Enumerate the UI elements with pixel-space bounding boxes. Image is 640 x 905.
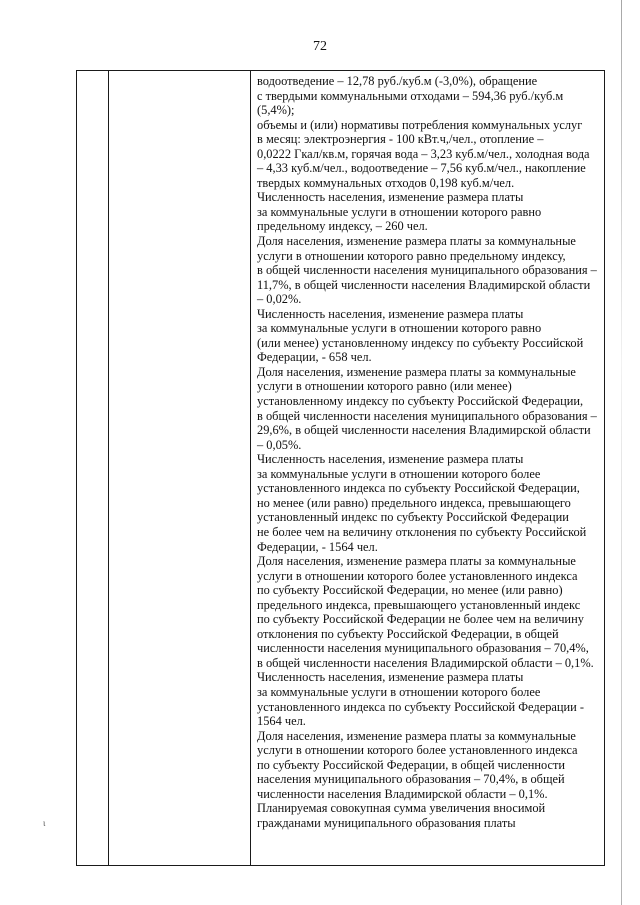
text-line: в месяц: электроэнергия - 100 кВт.ч,/чел., отопление – bbox=[257, 132, 544, 147]
text-line: отклонения по субъекту Российской Федерации, в общей bbox=[257, 626, 559, 641]
column-divider-2 bbox=[250, 71, 251, 865]
text-line: установленного индекса по субъекту Российской Федерации, bbox=[257, 481, 580, 496]
text-line: в общей численности населения муниципального образования – bbox=[257, 263, 597, 278]
text-line: Планируемая совокупная сумма увеличения вносимой bbox=[257, 801, 546, 816]
text-line: Доля населения, изменение размера платы за коммунальные bbox=[257, 728, 576, 743]
text-line: услуги в отношении которого равно (или менее) bbox=[257, 379, 512, 394]
text-line: по субъекту Российской Федерации, в общей численности bbox=[257, 757, 566, 772]
text-line: (5,4%); bbox=[257, 103, 295, 118]
text-line: за коммунальные услуги в отношении которого равно bbox=[257, 204, 542, 219]
text-line: Федерации, - 1564 чел. bbox=[257, 539, 378, 554]
text-line: Федерации, - 658 чел. bbox=[257, 350, 372, 365]
text-line: в общей численности населения муниципального образования – bbox=[257, 408, 597, 423]
text-line: по субъекту Российской Федерации, но менее (или равно) bbox=[257, 583, 563, 598]
text-line: твердых коммунальных отходов 0,198 куб.м/чел. bbox=[257, 175, 515, 190]
text-line: в общей численности населения Владимирской области – 0,1%. bbox=[257, 655, 594, 670]
text-line: – 0,05%. bbox=[257, 437, 302, 452]
text-line: Доля населения, изменение размера платы за коммунальные bbox=[257, 234, 576, 249]
text-line: – 0,02%. bbox=[257, 292, 302, 307]
text-line: (или менее) установленному индексу по субъекту Российской bbox=[257, 335, 584, 350]
document-table bbox=[76, 70, 605, 866]
text-line: предельному индексу, – 260 чел. bbox=[257, 219, 428, 234]
page-number: 72 bbox=[313, 39, 327, 54]
text-line: объемы и (или) нормативы потребления коммунальных услуг bbox=[257, 117, 583, 132]
text-line: численности населения муниципального образования – 70,4%, bbox=[257, 641, 589, 656]
text-line: Численность населения, изменение размера платы bbox=[257, 670, 524, 685]
text-line: Численность населения, изменение размера платы bbox=[257, 452, 524, 467]
text-line: Доля населения, изменение размера платы за коммунальные bbox=[257, 364, 576, 379]
text-line: предельного индекса, превышающего установленный индекс bbox=[257, 597, 581, 612]
text-line: установленному индексу по субъекту Российской Федерации, bbox=[257, 394, 584, 409]
text-line: Доля населения, изменение размера платы за коммунальные bbox=[257, 554, 576, 569]
text-line: не более чем на величину отклонения по субъекту Российской bbox=[257, 524, 587, 539]
text-line: 1564 чел. bbox=[257, 714, 306, 729]
text-line: 29,6%, в общей численности населения Владимирской области bbox=[257, 423, 591, 438]
text-line: за коммунальные услуги в отношении которого более bbox=[257, 684, 541, 699]
text-line: Численность населения, изменение размера платы bbox=[257, 306, 524, 321]
text-line: услуги в отношении которого более установленного индекса bbox=[257, 743, 578, 758]
text-line: за коммунальные услуги в отношении которого более bbox=[257, 466, 541, 481]
text-line: установленного индекса по субъекту Российской Федерации - bbox=[257, 699, 585, 714]
text-line: услуги в отношении которого более установленного индекса bbox=[257, 568, 578, 583]
text-line: по субъекту Российской Федерации не более чем на величину bbox=[257, 612, 584, 627]
text-line: 11,7%, в общей численности населения Владимирской области bbox=[257, 277, 591, 292]
text-line: услуги в отношении которого равно предельному индексу, bbox=[257, 248, 566, 263]
column-divider-1 bbox=[108, 71, 109, 865]
text-line: за коммунальные услуги в отношении которого равно bbox=[257, 321, 542, 336]
text-line: водоотведение – 12,78 руб./куб.м (-3,0%), обращение bbox=[257, 74, 538, 88]
table-text-cell bbox=[257, 74, 601, 830]
scan-edge-shadow bbox=[621, 0, 622, 905]
text-line: гражданами муниципального образования платы bbox=[257, 815, 516, 830]
scan-artifact-mark: ι bbox=[43, 818, 46, 828]
text-line: Численность населения, изменение размера платы bbox=[257, 190, 524, 205]
text-line: 0,0222 Гкал/кв.м, горячая вода – 3,23 куб.м/чел., холодная вода bbox=[257, 146, 590, 161]
text-line: населения муниципального образования – 70,4%, в общей bbox=[257, 772, 565, 787]
text-line: численности населения Владимирской области – 0,1%. bbox=[257, 786, 548, 801]
text-line: установленный индекс по субъекту Российской Федерации bbox=[257, 510, 569, 525]
text-line: – 4,33 куб.м/чел., водоотведение – 7,56 куб.м/чел., накопление bbox=[257, 161, 586, 176]
text-line: с твердыми коммунальными отходами – 594,36 руб./куб.м bbox=[257, 88, 564, 103]
text-line: но менее (или равно) предельного индекса, превышающего bbox=[257, 495, 571, 510]
